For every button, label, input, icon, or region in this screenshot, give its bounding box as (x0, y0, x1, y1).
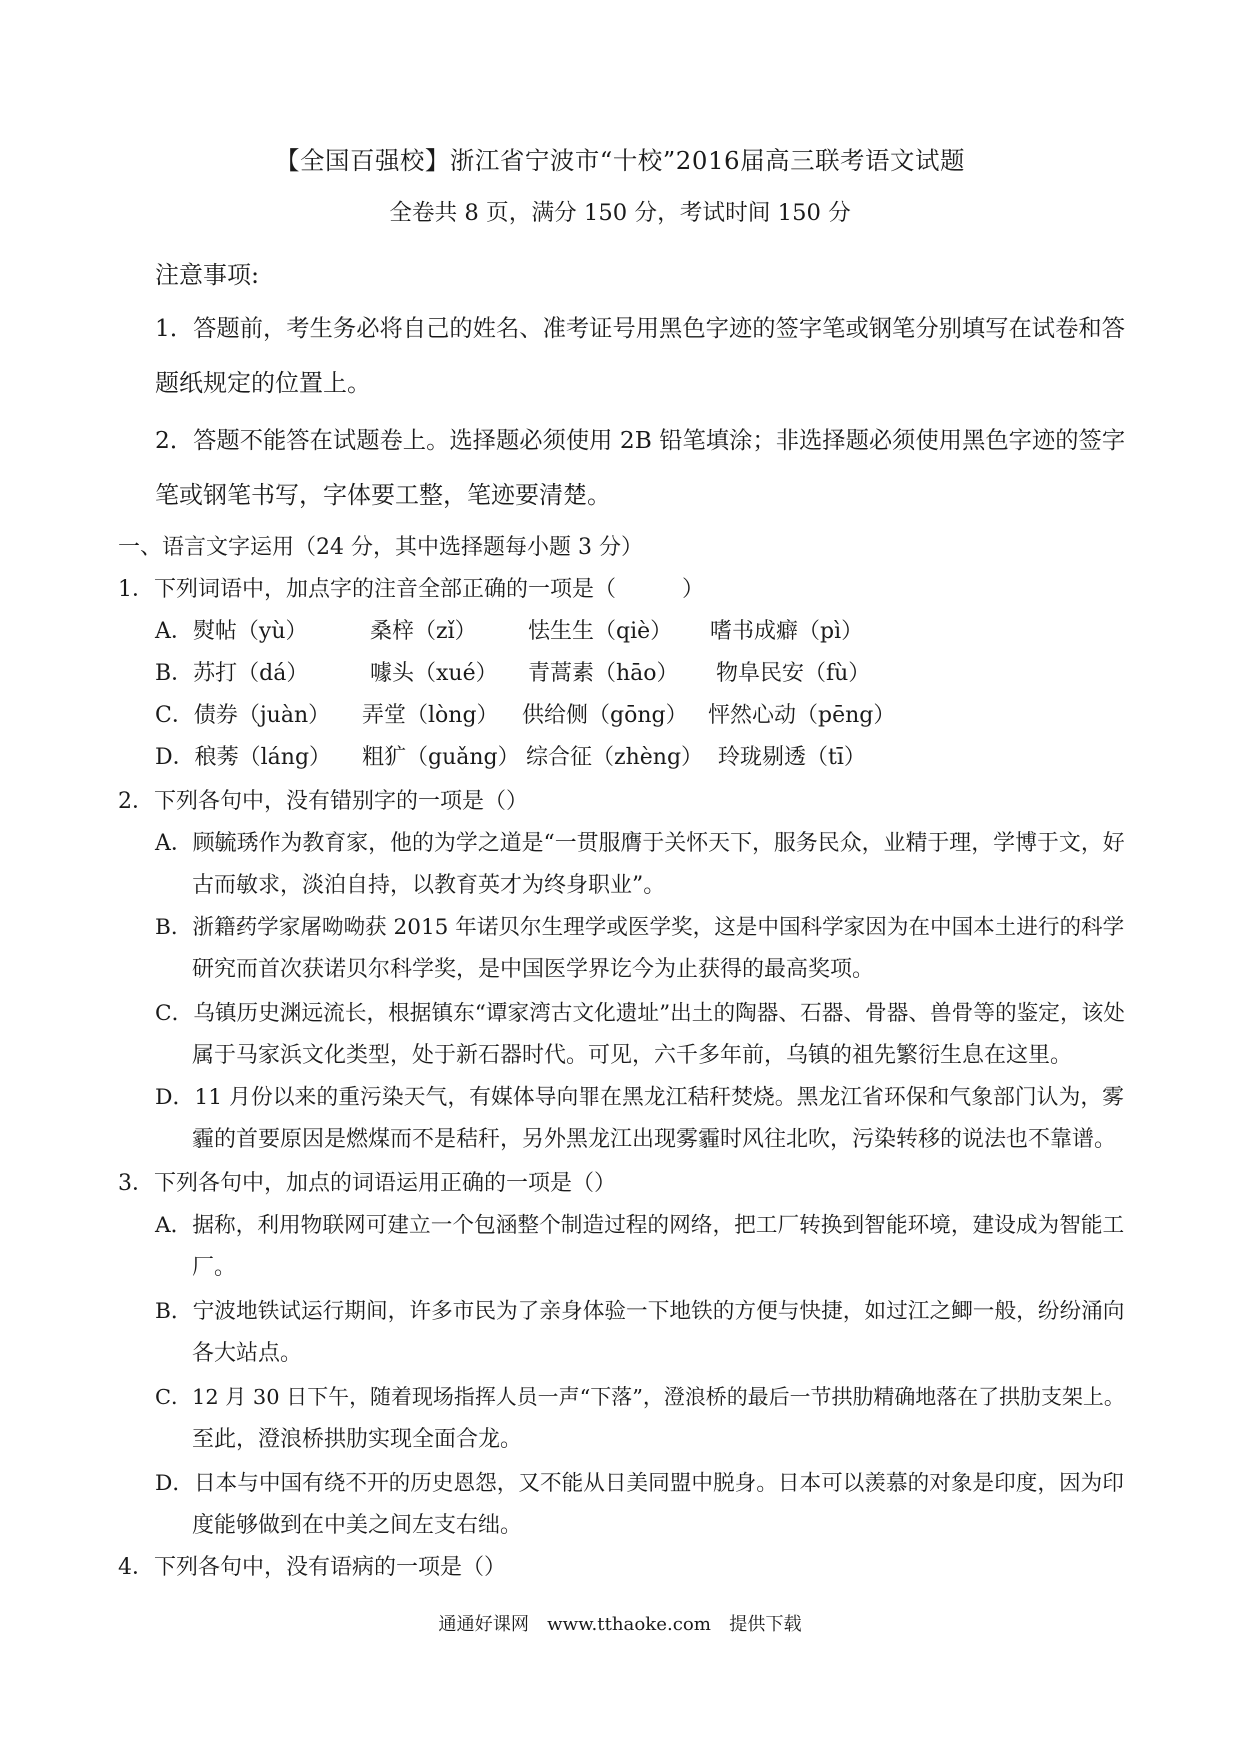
page-subtitle: 全卷共 8 页，满分 150 分，考试时间 150 分 (389, 200, 851, 226)
question-2-stem: 2．下列各句中，没有错别字的一项是（） (118, 789, 528, 814)
notice-line: 2．答题不能答在试题卷上。选择题必须使用 2B 铅笔填涂；非选择题必须使用黑色字迹的签字 (155, 427, 1126, 454)
notice-line: 1．答题前，考生务必将自己的姓名、准考证号用黑色字迹的签字笔或钢笔分别填写在试卷和答 (155, 315, 1125, 342)
q1-option-b-2: 噱头（xué） (370, 661, 498, 686)
q1-option-c-1: C．债券（juàn） (155, 703, 331, 728)
q1-option-d-1: D．稂莠（láng） (155, 745, 332, 770)
q2-option-c-cont: 属于马家浜文化类型，处于新石器时代。可见，六千多年前，乌镇的祖先繁衍生息在这里。 (192, 1043, 1073, 1068)
notice-line: 题纸规定的位置上。 (155, 369, 371, 397)
q2-option-a: A．顾毓琇作为教育家，他的为学之道是“一贯服膺于关怀天下，服务民众，业精于理，学博于文，好 (155, 831, 1125, 856)
question-1-stem: 1．下列词语中，加点字的注音全部正确的一项是（ ） (118, 577, 704, 602)
q3-option-d-cont: 度能够做到在中美之间左支右绌。 (192, 1513, 523, 1538)
q2-option-a-cont: 古而敏求，淡泊自持，以教育英才为终身职业”。 (192, 873, 666, 898)
q1-option-a-1: A．熨帖（yù） (155, 619, 308, 644)
q1-option-c-4: 怦然心动（pēng） (708, 703, 896, 728)
q1-option-d-3: 综合征（zhèng） (526, 745, 704, 770)
q1-option-c-3: 供给侧（gōng） (522, 703, 688, 728)
q3-option-c-cont: 至此，澄浪桥拱肋实现全面合龙。 (192, 1427, 523, 1452)
q1-option-a-3: 怯生生（qiè） (528, 619, 673, 644)
q3-option-b-cont: 各大站点。 (192, 1341, 303, 1366)
q3-option-d: D．日本与中国有绕不开的历史恩怨，又不能从日美同盟中脱身。日本可以羡慕的对象是印度，因为印 (155, 1471, 1124, 1496)
q3-option-a-cont: 厂。 (192, 1255, 237, 1280)
page-footer: 通通好课网 www.tthaoke.com 提供下载 (438, 1614, 802, 1635)
q2-option-c: C．乌镇历史渊远流长，根据镇东“谭家湾古文化遗址”出土的陶器、石器、骨器、兽骨等的鉴定，该处 (155, 1001, 1125, 1026)
q3-option-b: B．宁波地铁试运行期间，许多市民为了亲身体验一下地铁的方便与快捷，如过江之鲫一般，纷纷涌向 (155, 1299, 1125, 1324)
q3-option-c: C．12 月 30 日下午，随着现场指挥人员一声“下落”，澄浪桥的最后一节拱肋精确地落在了拱肋支架上。 (155, 1385, 1125, 1409)
notice-line: 笔或钢笔书写，字体要工整，笔迹要清楚。 (155, 481, 611, 509)
q1-option-d-4: 玲珑剔透（tī） (718, 745, 866, 770)
question-4-stem: 4．下列各句中，没有语病的一项是（） (118, 1555, 506, 1580)
q1-option-b-4: 物阜民安（fù） (716, 661, 871, 686)
q1-option-d-2: 粗犷（guǎng） (362, 745, 520, 770)
q3-option-a: A．据称，利用物联网可建立一个包涵整个制造过程的网络，把工厂转换到智能环境，建设成为智能工 (155, 1213, 1125, 1238)
q1-option-c-2: 弄堂（lòng） (362, 703, 499, 728)
question-3-stem: 3．下列各句中，加点的词语运用正确的一项是（） (118, 1171, 616, 1196)
q2-option-b: B．浙籍药学家屠呦呦获 2015 年诺贝尔生理学或医学奖，这是中国科学家因为在中国本土进行的科学 (155, 915, 1125, 940)
section-heading: 一、语言文字运用（24 分，其中选择题每小题 3 分） (118, 535, 643, 560)
q2-option-d: D．11 月份以来的重污染天气，有媒体导向罪在黑龙江秸秆焚烧。黑龙江省环保和气象部门认为，雾 (155, 1085, 1124, 1110)
notice-heading: 注意事项: (155, 261, 260, 289)
q1-option-b-3: 青蒿素（hāo） (528, 661, 679, 686)
q2-option-d-cont: 霾的首要原因是燃煤而不是秸秆，另外黑龙江出现雾霾时风往北吹，污染转移的说法也不靠谱。 (192, 1127, 1117, 1152)
q1-option-a-2: 桑梓（zǐ） (370, 619, 477, 644)
q1-option-b-1: B．苏打（dá） (155, 661, 309, 686)
q1-option-a-4: 嗜书成癖（pì） (710, 619, 864, 644)
q2-option-b-cont: 研究而首次获诺贝尔科学奖，是中国医学界讫今为止获得的最高奖项。 (192, 957, 875, 982)
page-title: 【全国百强校】浙江省宁波市“十校”2016届高三联考语文试题 (275, 146, 965, 175)
